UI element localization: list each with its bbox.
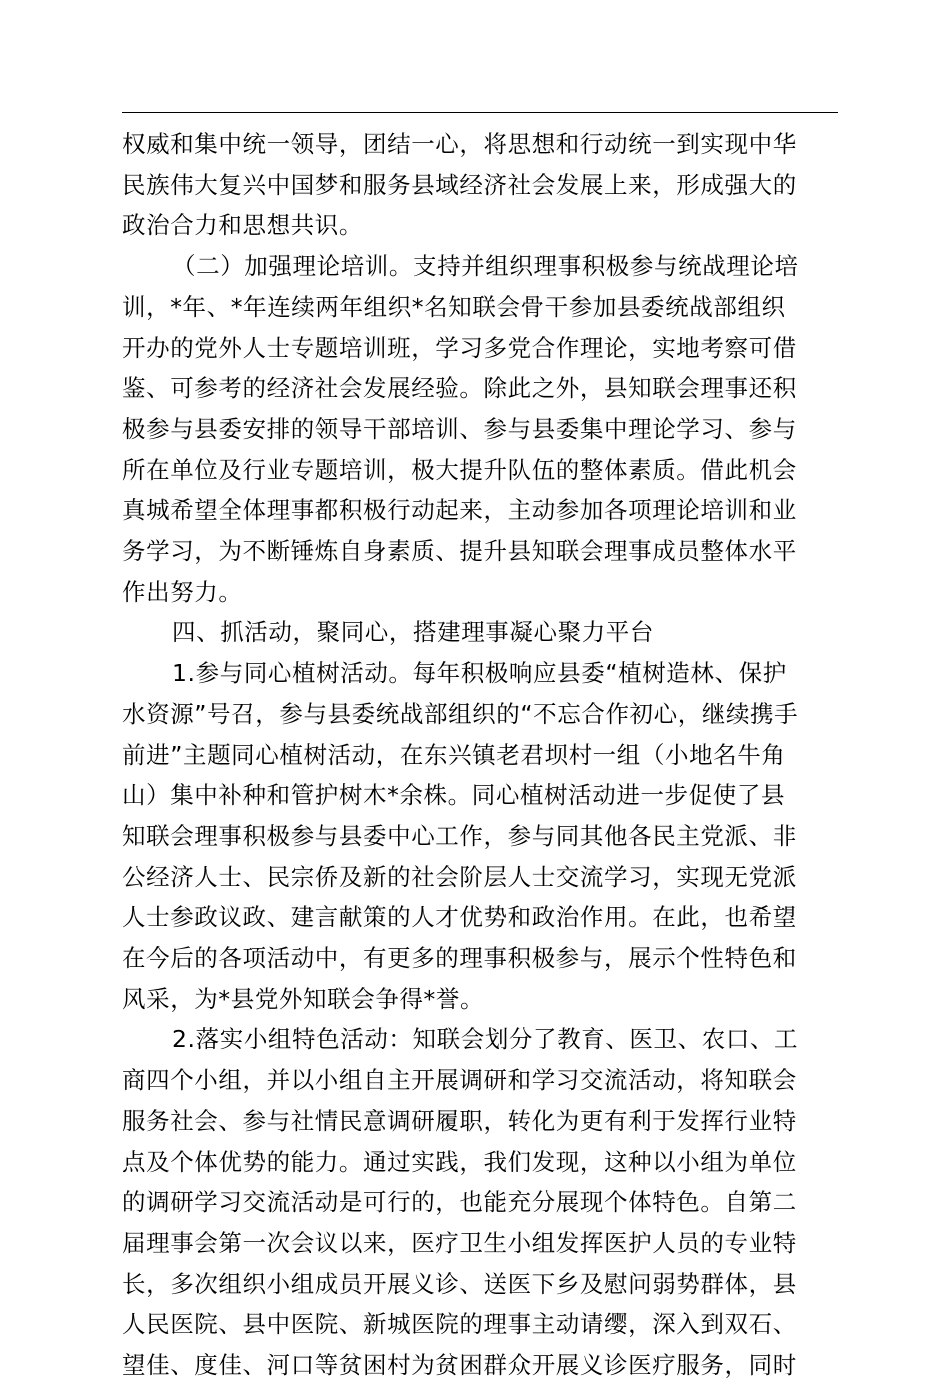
- body-text: [122, 124, 838, 1386]
- text-line: 风采，为*县党外知联会争得*誉。: [122, 984, 485, 1013]
- text-line: 政治合力和思想共识。: [122, 211, 363, 240]
- text-line: 知联会理事积极参与县委中心工作，参与同其他各民主党派、非: [122, 821, 797, 850]
- text-line: 开办的党外人士专题培训班，学习多党合作理论，实地考察可借: [122, 333, 797, 362]
- header-rule: [122, 112, 838, 113]
- paragraph-first-line: 1.参与同心植树活动。每年积极响应县委“植树造林、保护: [172, 659, 787, 688]
- text-line: 山）集中补种和管护树木*余株。同心植树活动进一步促使了县: [122, 781, 786, 810]
- text-line: 点及个体优势的能力。通过实践，我们发现，这种以小组为单位: [122, 1147, 797, 1176]
- text-line: 作出努力。: [122, 577, 243, 606]
- text-line: 届理事会第一次会议以来，医疗卫生小组发挥医护人员的专业特: [122, 1228, 797, 1257]
- text-line: 真城希望全体理事都积极行动起来，主动参加各项理论培训和业: [122, 496, 797, 525]
- text-line: 鉴、可参考的经济社会发展经验。除此之外，县知联会理事还积: [122, 374, 797, 403]
- text-line: 极参与县委安排的领导干部培训、参与县委集中理论学习、参与: [122, 414, 797, 443]
- text-line: 所在单位及行业专题培训，极大提升队伍的整体素质。借此机会: [122, 455, 797, 484]
- text-line: 在今后的各项活动中，有更多的理事积极参与，展示个性特色和: [122, 944, 797, 973]
- text-line: 水资源”号召，参与县委统战部组织的“不忘合作初心，继续携手: [122, 699, 799, 728]
- text-line: 商四个小组，并以小组自主开展调研和学习交流活动，将知联会: [122, 1066, 797, 1095]
- paragraph-first-line: （二）加强理论培训。支持并组织理事积极参与统战理论培: [172, 252, 799, 281]
- text-line: 权威和集中统一领导，团结一心，将思想和行动统一到实现中华: [122, 130, 797, 158]
- text-line: 务学习，为不断锤炼自身素质、提升县知联会理事成员整体水平: [122, 537, 797, 566]
- text-line: 长，多次组织小组成员开展义诊、送医下乡及慰问弱势群体，县: [122, 1269, 797, 1298]
- text-line: 前进”主题同心植树活动，在东兴镇老君坝村一组（小地名牛角: [122, 740, 786, 769]
- text-line: 人士参政议政、建言献策的人才优势和政治作用。在此，也希望: [122, 903, 797, 932]
- text-line: 的调研学习交流活动是可行的，也能充分展现个体特色。自第二: [122, 1188, 797, 1217]
- text-line: 训，*年、*年连续两年组织*名知联会骨干参加县委统战部组织: [122, 292, 786, 321]
- paragraph-first-line: 2.落实小组特色活动：知联会划分了教育、医卫、农口、工: [172, 1025, 799, 1054]
- text-line: 公经济人士、民宗侨及新的社会阶层人士交流学习，实现无党派: [122, 862, 797, 891]
- text-line: 人民医院、县中医院、新城医院的理事主动请缨，深入到双石、: [122, 1310, 797, 1339]
- section-heading: 四、抓活动，聚同心，搭建理事凝心聚力平台: [172, 618, 654, 647]
- text-line: 民族伟大复兴中国梦和服务县域经济社会发展上来，形成强大的: [122, 170, 797, 199]
- text-line: 服务社会、参与社情民意调研履职，转化为更有利于发挥行业特: [122, 1106, 797, 1135]
- text-line: 望佳、度佳、河口等贫困村为贫困群众开展义诊医疗服务，同时: [122, 1351, 797, 1380]
